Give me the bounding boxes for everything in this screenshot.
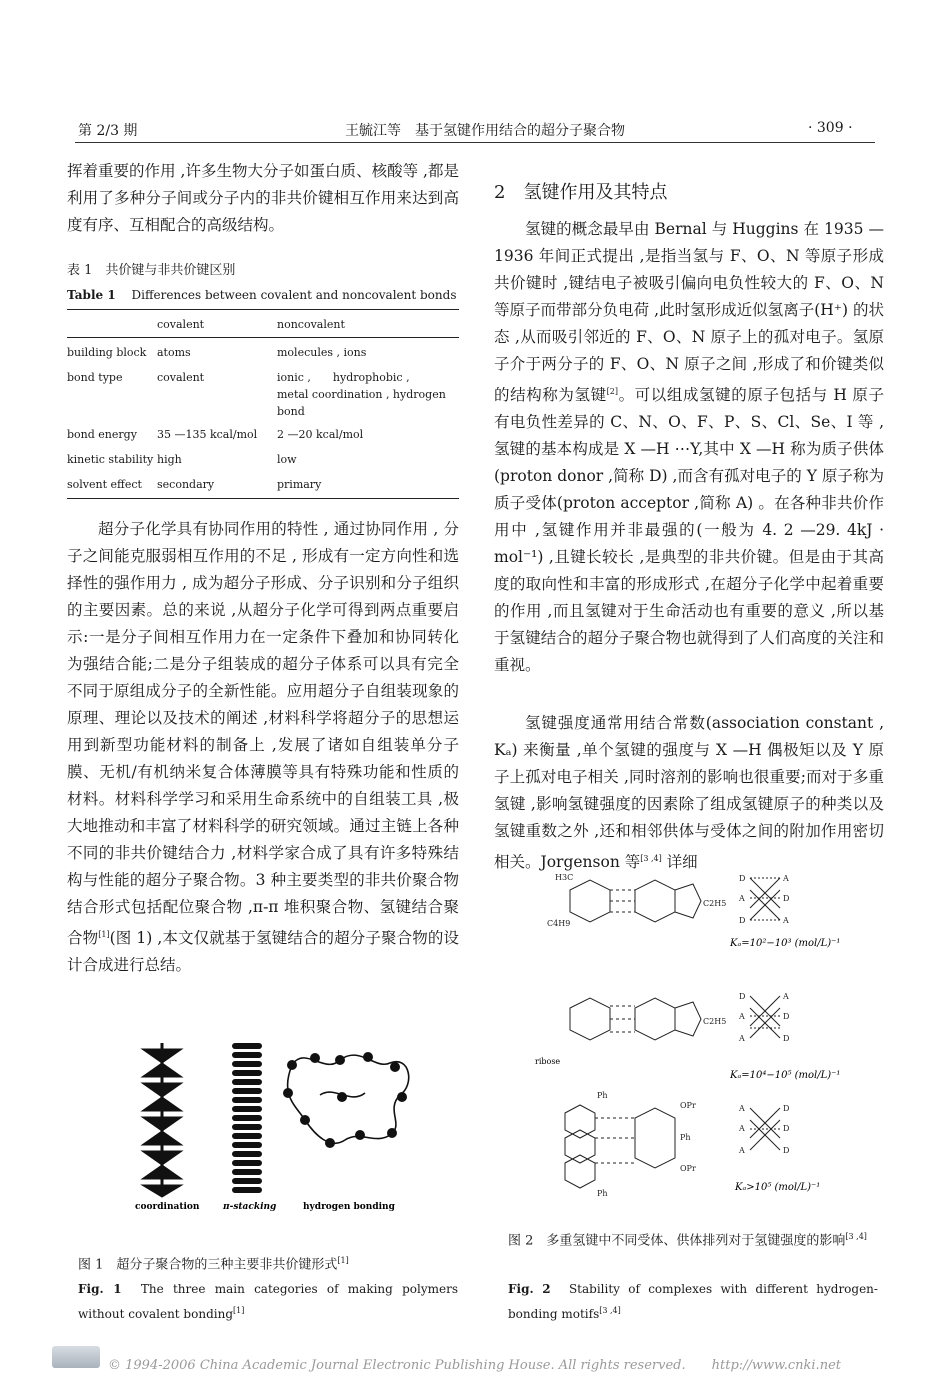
section-heading: 2 氢键作用及其特点 — [494, 182, 668, 203]
figure1-caption-cn: 图 1 超分子聚合物的三种主要非共价键形式[1] — [78, 1256, 349, 1273]
ka-label-2: Kₐ=10⁴−10⁵ (mol/L)⁻¹ — [730, 1070, 841, 1081]
svg-text:A: A — [739, 1104, 745, 1113]
svg-text:D: D — [783, 1012, 790, 1021]
cnki-logo-icon — [52, 1346, 100, 1368]
left-main-paragraph: 超分子化学具有协同作用的特性 , 通过协同作用 , 分子之间能克服弱相互作用的不足 , 形成有一定方向性和选择性的强作用力 , 成为超分子形成、分子识别和分子组织的主要因素。总的来说 ,从超分子化学可得到两点重要启示:一是分子间相互作用力在一定条件下叠加和协同转化为强结合能;二是分子组装成的超分子体系可以具有完全不同于原组成分子的全新性能。应用超分子自组装现象的原理、理论以及技术的阐述 ,材料科学将超分子的思想运用到新型功能材料的制备上 ,发展了诸如自组装单分子膜、无机/有机纳米复合体薄膜等具有特殊功能和性质的材料。材料科学学习和采用生命系统中的自组装工具 ,极大地推动和丰富了材料科学的研究领域。通过主链上各种不同的非共价键结合力 ,材料学家合成了具有许多特殊结构与性能的超分子聚合物。3 种主要类型的非共价聚合物结合形式包括配位聚合物 ,π-π 堆积聚合物、氢键结合聚合物[1](图 1) ,本文仅就基于氢键结合的超分子聚合物的设计合成进行总结。 — [67, 520, 459, 975]
table1-top-rule — [67, 309, 459, 310]
right-paragraph-1: 氢键的概念最早由 Bernal 与 Huggins 在 1935 —1936 年间正式提出 ,是指当氢与 F、O、N 等原子形成共价键时 ,键结电子被吸引偏向电负性较大的 F、O、N 等原子而带部分负电荷 ,此时氢形成近似氢离子(H⁺) 的状态 ,从而吸引邻近的 F、O、N 原子上的孤对电子。氢原子介于两分子的 F、O、N 原子之间 ,形成了和价键类似的结构称为氢键[2]。可以组成氢键的原子包括与 H 原子有电负性差异的 C、N、O、F、P、S、Cl、Se、I 等 ,氢键的基本构成是 X —H ⋯Y,其中 X —H 称为质子供体(proton donor ,简称 D) ,而含有孤对电子的 Y 原子称为质子受体(proton acceptor ,简称 A) 。在各种非共价作用中 ,氢键作用并非最强的(一般为 4. 2 —29. 4kJ · mol⁻¹) ,且键长较长 ,是典型的非共价键。但是由于其高度的取向性和丰富的形成形式 ,在超分子化学中起着重要的作用 ,而且氢键对于生命活动也有重要的意义 ,所以基于氢键结合的超分子聚合物也就得到了人们高度的关注和重视。 — [494, 220, 884, 675]
right-paragraph-2: 氢键强度通常用结合常数(association constant , Kₐ) 来衡量 ,单个氢键的强度与 X —H 偶极矩以及 Y 原子上孤对电子相关 ,同时溶剂的影响也很重要;而对于多重氢键 ,影响氢键强度的因素除了组成氢键原子的种类以及氢键重数之外 ,还和相邻供体与受体之间的附加作用密切相关。Jorgenson 等[3 ,4] 详细 — [494, 714, 884, 872]
svg-text:A: A — [783, 916, 789, 925]
dda-aad-schematic — [738, 992, 789, 1043]
fig1-label-hydrogen-bonding: hydrogen bonding — [303, 1202, 395, 1212]
table1 — [67, 312, 457, 338]
svg-text:D: D — [783, 1104, 790, 1113]
table-row: solvent effect secondary primary — [67, 478, 322, 491]
table-row: building block atoms molecules , ions — [67, 346, 367, 359]
svg-text:H3C: H3C — [555, 873, 574, 882]
copyright-notice: © 1994-2006 China Academic Journal Electronic Publishing House. All rights reserved. http://www.cnki.net — [108, 1358, 841, 1373]
svg-text:D: D — [783, 1124, 790, 1133]
table1-caption-cn: 表 1 共价键与非共价键区别 — [67, 263, 236, 278]
table-row: kinetic stability high low — [67, 453, 297, 466]
figure1-graphic — [120, 1035, 420, 1215]
aaa-ddd-complex-drawing — [565, 1091, 696, 1198]
coordination-polymer-drawing — [142, 1043, 182, 1197]
citation: [2] — [606, 387, 619, 396]
pi-stacking-polymer-drawing — [232, 1043, 262, 1193]
svg-text:A: A — [783, 992, 789, 1001]
dad-ada-schematic — [738, 874, 789, 925]
figure2-graphic — [525, 868, 865, 1198]
citation: [3 ,4] — [640, 854, 662, 863]
svg-text:D: D — [783, 1146, 790, 1155]
table1-header-row: covalent noncovalent — [157, 318, 345, 331]
svg-text:A: A — [739, 894, 745, 903]
ribose-label: ribose — [535, 1057, 561, 1066]
ka-label-3: Kₐ>10⁵ (mol/L)⁻¹ — [735, 1182, 821, 1193]
svg-text:OPr: OPr — [680, 1164, 696, 1173]
svg-text:A: A — [739, 1012, 745, 1021]
fig1-label-coordination: coordination — [135, 1202, 200, 1212]
hydrogen-bonding-polymer-drawing — [283, 1052, 409, 1148]
figure2-caption-en: Fig. 2 Stability of complexes with different hydrogen-bonding motifs[3 ,4] — [508, 1282, 878, 1321]
table1-label: Table 1 — [67, 288, 116, 302]
svg-text:D: D — [739, 874, 746, 883]
issue-number: 第 2/3 期 — [78, 123, 138, 139]
svg-text:A: A — [739, 1124, 745, 1133]
running-title: 王毓江等 基于氢键作用结合的超分子聚合物 — [345, 123, 625, 139]
svg-text:D: D — [783, 894, 790, 903]
svg-text:D: D — [739, 916, 746, 925]
svg-text:Ph: Ph — [597, 1091, 608, 1100]
table1-bottom-rule — [67, 498, 459, 499]
header-rule — [75, 142, 875, 143]
table1-mid-rule — [67, 337, 459, 338]
citation: [1] — [98, 930, 110, 939]
svg-text:OPr: OPr — [680, 1101, 696, 1110]
svg-text:C4H9: C4H9 — [547, 919, 571, 928]
svg-text:D: D — [783, 1034, 790, 1043]
svg-text:Ph: Ph — [597, 1189, 608, 1198]
figure2-caption-cn: 图 2 多重氢键中不同受体、供体排列对于氢键强度的影响[3 ,4] — [508, 1232, 867, 1249]
figure1-caption-en: Fig. 1 The three main categories of making polymers without covalent bonding[1] — [78, 1282, 458, 1321]
svg-text:Ph: Ph — [680, 1133, 691, 1142]
svg-text:A: A — [739, 1034, 745, 1043]
fig1-label-pi-stacking: π-stacking — [223, 1202, 277, 1212]
left-intro-paragraph: 挥着重要的作用 ,许多生物大分子如蛋白质、核酸等 ,都是利用了多种分子间或分子内的非共价键相互作用来达到高度有序、互相配合的高级结构。 — [67, 162, 459, 234]
dad-ada-complex-drawing — [547, 873, 726, 928]
svg-text:C2H5: C2H5 — [703, 899, 727, 908]
page-number: · 309 · — [808, 120, 853, 136]
svg-text:D: D — [739, 992, 746, 1001]
svg-text:A: A — [739, 1146, 745, 1155]
dda-aad-complex-drawing — [570, 998, 726, 1040]
aaa-ddd-schematic — [738, 1104, 789, 1155]
svg-text:C2H5: C2H5 — [703, 1017, 727, 1026]
svg-text:A: A — [783, 874, 789, 883]
ka-label-1: Kₐ=10²−10³ (mol/L)⁻¹ — [730, 938, 841, 949]
table1-title: Differences between covalent and noncovalent bonds — [131, 288, 457, 302]
table-row: bond type covalent ionic , hydrophobic , metal coordination , hydrogen bond — [67, 371, 446, 418]
table1-body — [67, 344, 457, 501]
table1-caption-en — [67, 288, 456, 302]
table-row: bond energy 35 —135 kcal/mol 2 —20 kcal/mol — [67, 428, 364, 441]
